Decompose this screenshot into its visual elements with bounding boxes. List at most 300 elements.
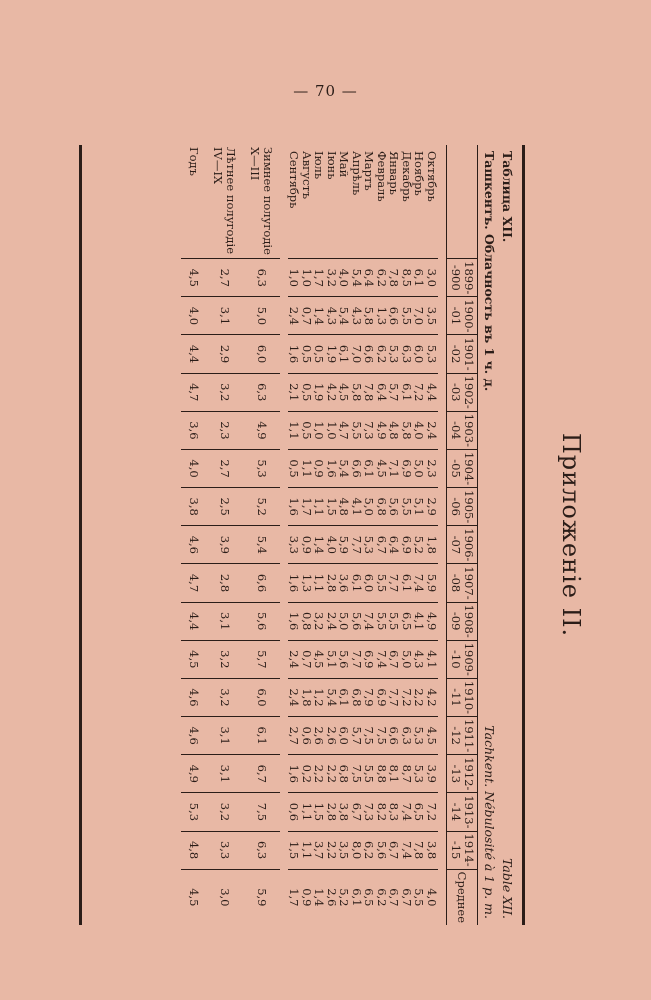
table-cell: 0,7: [301, 640, 314, 678]
table-cell: 3,1: [206, 602, 243, 640]
row-label: Октябрь: [425, 151, 439, 202]
table-cell: 1,7: [301, 488, 314, 526]
table-cell: 7,8: [413, 831, 426, 869]
winter-row: [243, 145, 280, 925]
table-cell: 7,3: [363, 411, 376, 449]
row-label: Ноябрь: [412, 151, 427, 196]
table-cell: 7,2: [426, 793, 439, 831]
row-label: Лѣтнее полугодіе IV—IX: [211, 147, 238, 254]
table-cell: 4,5: [182, 869, 207, 925]
table-cell: 7,5: [363, 717, 376, 755]
year-row: [182, 145, 207, 925]
table-cell: 3,2: [206, 640, 243, 678]
table-cell: 4,6: [182, 717, 207, 755]
table-cell: 7,4: [363, 602, 376, 640]
table-cell: 1,6: [288, 602, 301, 640]
month-row: [426, 145, 439, 925]
table-cell: 4,9: [182, 755, 207, 793]
table-cell: 2,4: [288, 297, 301, 335]
column-header: 1914- -15: [447, 831, 478, 869]
table-cell: 4,5: [313, 640, 326, 678]
table-cell: 1,1: [301, 449, 314, 487]
column-header: 1900- -01: [447, 297, 478, 335]
row-label: Іюнь: [325, 151, 339, 180]
table-cell: 3,3: [206, 831, 243, 869]
table-cell: 2,8: [326, 793, 339, 831]
table-cell: 5,3: [413, 717, 426, 755]
table-cell: 7,5: [376, 717, 389, 755]
table-cell: 5,5: [363, 755, 376, 793]
table-cell: 5,4: [351, 259, 364, 297]
table-cell: 4,0: [182, 449, 207, 487]
table-cell: 5,5: [351, 411, 364, 449]
table-header-ru: [480, 151, 516, 391]
table-cell: 3,6: [182, 411, 207, 449]
table-cell: 2,9: [206, 335, 243, 373]
table-cell: 5,0: [401, 640, 414, 678]
table-cell: 1,1: [313, 564, 326, 602]
table-cell: 3,2: [206, 678, 243, 716]
summer-row: [206, 145, 243, 925]
table-cell: 4,2: [326, 373, 339, 411]
table-cell: 1,7: [313, 259, 326, 297]
table-cell: 1,0: [301, 259, 314, 297]
table-cell: 5,1: [413, 488, 426, 526]
appendix-title: Приложеніе II.: [557, 432, 585, 638]
table-cell: 5,0: [338, 602, 351, 640]
table-cell: 5,1: [326, 640, 339, 678]
table-cell: 4,1: [413, 602, 426, 640]
table-cell: 5,0: [243, 297, 280, 335]
cloudiness-table: [182, 145, 479, 925]
table-cell: 2,5: [206, 488, 243, 526]
table-cell: 4,0: [338, 259, 351, 297]
table-cell: 7,8: [363, 373, 376, 411]
table-cell: 6,1: [338, 335, 351, 373]
table-cell: 2,9: [426, 488, 439, 526]
month-row: [326, 145, 339, 925]
table-cell: 5,5: [376, 564, 389, 602]
table-cell: 4,6: [182, 526, 207, 564]
table-cell: 4,0: [426, 869, 439, 925]
table-cell: 5,4: [326, 678, 339, 716]
column-header: Среднее: [447, 869, 478, 925]
table-cell: 5,8: [351, 373, 364, 411]
month-row: [376, 145, 389, 925]
table-cell: 3,2: [206, 373, 243, 411]
table-cell: 4,0: [326, 526, 339, 564]
table-cell: 6,7: [388, 640, 401, 678]
table-cell: 6,5: [413, 793, 426, 831]
table-cell: 3,9: [206, 526, 243, 564]
table-cell: 5,6: [351, 602, 364, 640]
table-cell: 4,0: [413, 411, 426, 449]
table-cell: 3,0: [426, 259, 439, 297]
table-cell: 5,0: [363, 488, 376, 526]
table-cell: 4,9: [243, 411, 280, 449]
table-cell: 0,8: [301, 602, 314, 640]
table-cell: 6,5: [363, 869, 376, 925]
table-cell: 7,5: [351, 755, 364, 793]
table-cell: 1,1: [301, 793, 314, 831]
table-cell: 6,9: [376, 678, 389, 716]
table-cell: 4,9: [376, 411, 389, 449]
table-cell: 4,8: [388, 411, 401, 449]
table-cell: 1,9: [313, 373, 326, 411]
table-cell: 7,9: [363, 678, 376, 716]
table-cell: 6,7: [243, 755, 280, 793]
month-row: [288, 145, 301, 925]
table-cell: 1,9: [326, 335, 339, 373]
table-cell: 1,0: [313, 411, 326, 449]
page-number: — 70 —: [293, 82, 358, 100]
table-cell: 5,5: [376, 602, 389, 640]
table-cell: 6,1: [338, 678, 351, 716]
table-cell: 5,3: [426, 335, 439, 373]
row-label: Май: [337, 151, 352, 178]
table-cell: 6,6: [363, 335, 376, 373]
table-cell: 4,7: [182, 373, 207, 411]
table-cell: 0,7: [301, 297, 314, 335]
table-cell: 0,5: [301, 373, 314, 411]
row-label: Февраль: [375, 151, 389, 202]
table-cell: 5,6: [388, 488, 401, 526]
table-cell: 1,3: [376, 297, 389, 335]
table-cell: 6,8: [351, 678, 364, 716]
table-cell: 7,8: [388, 259, 401, 297]
table-cell: 4,5: [426, 717, 439, 755]
table-cell: 6,2: [376, 259, 389, 297]
table-cell: 1,4: [313, 297, 326, 335]
table-cell: 7,7: [388, 678, 401, 716]
table-cell: 6,9: [401, 526, 414, 564]
table-cell: 6,6: [243, 564, 280, 602]
table-cell: 4,8: [338, 488, 351, 526]
column-header: 1909- -10: [447, 640, 478, 678]
table-cell: 2,6: [326, 869, 339, 925]
table-cell: 5,3: [388, 335, 401, 373]
table-cell: 5,2: [338, 869, 351, 925]
table-cell: 5,7: [388, 373, 401, 411]
table-cell: 6,9: [401, 449, 414, 487]
header-cell-label: [447, 145, 478, 259]
table-cell: 5,4: [243, 526, 280, 564]
column-header: 1906- -07: [447, 526, 478, 564]
table-cell: 6,3: [401, 717, 414, 755]
table-cell: 0,2: [301, 755, 314, 793]
row-label: Мартъ: [362, 151, 377, 191]
table-cell: 6,1: [363, 449, 376, 487]
table-cell: 6,0: [243, 678, 280, 716]
table-cell: 4,7: [182, 564, 207, 602]
data-table-frame: [79, 145, 525, 925]
table-cell: 5,5: [401, 488, 414, 526]
table-cell: 1,6: [288, 564, 301, 602]
table-cell: 3,2: [206, 793, 243, 831]
table-cell: 6,9: [363, 640, 376, 678]
table-cell: 5,2: [413, 526, 426, 564]
header-row: [447, 145, 478, 925]
table-cell: 5,3: [413, 755, 426, 793]
table-cell: 6,7: [388, 869, 401, 925]
rotated-content: [65, 145, 585, 925]
table-cell: 8,0: [351, 831, 364, 869]
table-cell: 6,0: [243, 335, 280, 373]
table-cell: 6,0: [413, 335, 426, 373]
table-cell: 4,8: [182, 831, 207, 869]
table-cell: 1,2: [313, 678, 326, 716]
table-label-en: Table XII.: [500, 858, 515, 919]
table-cell: 5,3: [243, 449, 280, 487]
table-cell: 7,3: [363, 793, 376, 831]
table-cell: 4,5: [182, 640, 207, 678]
table-cell: 6,0: [363, 564, 376, 602]
table-cell: 1,7: [288, 869, 301, 925]
table-cell: 1,0: [326, 411, 339, 449]
table-cell: 2,3: [426, 449, 439, 487]
table-body: [182, 145, 447, 925]
table-cell: 7,0: [413, 297, 426, 335]
table-cell: 0,5: [301, 335, 314, 373]
table-cell: 5,2: [243, 488, 280, 526]
column-header: 1902- -03: [447, 373, 478, 411]
table-cell: 2,4: [288, 640, 301, 678]
table-cell: 4,4: [182, 335, 207, 373]
column-header: 1903- -04: [447, 411, 478, 449]
table-cell: 2,2: [326, 831, 339, 869]
spacer-row: [438, 145, 447, 925]
table-cell: 8,8: [376, 755, 389, 793]
table-cell: 6,5: [401, 602, 414, 640]
table-cell: 6,3: [401, 335, 414, 373]
table-title-en: Tachkent. Nébulosité à 1 p. m.: [482, 725, 497, 919]
table-cell: 6,6: [388, 717, 401, 755]
table-cell: 6,7: [376, 526, 389, 564]
table-label-ru: Таблица XII.: [500, 151, 515, 243]
table-cell: 6,7: [401, 869, 414, 925]
table-cell: 4,3: [351, 297, 364, 335]
row-label: Зимнее полугодіе X—III: [248, 147, 275, 255]
table-cell: 7,4: [401, 793, 414, 831]
table-cell: 1,6: [288, 335, 301, 373]
table-cell: 3,6: [338, 564, 351, 602]
table-cell: 4,2: [426, 678, 439, 716]
table-cell: 3,5: [338, 831, 351, 869]
table-cell: 5,4: [338, 449, 351, 487]
row-label: Апрѣль: [350, 151, 364, 196]
table-cell: 2,8: [206, 564, 243, 602]
table-cell: 8,1: [388, 755, 401, 793]
row-label: Декабрь: [400, 151, 414, 202]
table-cell: 5,5: [401, 297, 414, 335]
table-cell: 6,1: [351, 564, 364, 602]
table-cell: 4,5: [182, 259, 207, 297]
table-cell: 2,4: [426, 411, 439, 449]
table-cell: 4,7: [338, 411, 351, 449]
table-cell: 1,1: [288, 411, 301, 449]
table-cell: 1,6: [326, 449, 339, 487]
table-cell: 1,5: [326, 488, 339, 526]
table-cell: 6,3: [243, 831, 280, 869]
column-header: 1901- -02: [447, 335, 478, 373]
table-header-en: [480, 725, 516, 919]
table-cell: 0,9: [301, 526, 314, 564]
table-cell: 8,5: [401, 259, 414, 297]
table-cell: 7,4: [376, 640, 389, 678]
table-cell: 7,7: [388, 564, 401, 602]
table-cell: 2,7: [206, 449, 243, 487]
table-cell: 6,6: [351, 449, 364, 487]
month-row: [351, 145, 364, 925]
table-cell: 3,1: [206, 717, 243, 755]
table-cell: 4,4: [182, 602, 207, 640]
table-cell: 1,1: [301, 831, 314, 869]
table-cell: 5,3: [182, 793, 207, 831]
table-cell: 4,1: [351, 488, 364, 526]
table-cell: 3,2: [313, 602, 326, 640]
month-row: [313, 145, 326, 925]
table-cell: 6,1: [351, 869, 364, 925]
table-cell: 4,0: [182, 297, 207, 335]
table-cell: 6,6: [388, 297, 401, 335]
column-header: 1899- -900: [447, 259, 478, 297]
table-cell: 2,1: [288, 373, 301, 411]
table-cell: 1,4: [313, 869, 326, 925]
table-cell: 5,6: [243, 602, 280, 640]
table-cell: 7,5: [243, 793, 280, 831]
table-cell: 6,1: [401, 373, 414, 411]
table-cell: 6,1: [413, 259, 426, 297]
column-header: 1907- -08: [447, 564, 478, 602]
month-row: [338, 145, 351, 925]
column-header: 1904- -05: [447, 449, 478, 487]
table-cell: 5,7: [243, 640, 280, 678]
table-cell: 7,4: [401, 831, 414, 869]
table-cell: 2,6: [326, 717, 339, 755]
month-row: [401, 145, 414, 925]
table-cell: 7,4: [413, 564, 426, 602]
table-cell: 3,0: [206, 869, 243, 925]
table-cell: 6,1: [401, 564, 414, 602]
table-cell: 5,9: [243, 869, 280, 925]
table-cell: 6,1: [243, 717, 280, 755]
row-label: Августъ: [300, 151, 314, 200]
table-cell: 6,3: [243, 373, 280, 411]
table-cell: 0,6: [288, 793, 301, 831]
table-cell: 5,4: [338, 297, 351, 335]
row-label: Сентябрь: [287, 151, 302, 209]
table-cell: 0,9: [301, 869, 314, 925]
table-cell: 1,8: [301, 678, 314, 716]
table-cell: 3,8: [426, 831, 439, 869]
table-cell: 0,5: [313, 335, 326, 373]
table-cell: 2,8: [326, 564, 339, 602]
table-cell: 5,0: [413, 449, 426, 487]
column-header: 1913- -14: [447, 793, 478, 831]
table-cell: 1,8: [426, 526, 439, 564]
table-cell: 3,7: [313, 831, 326, 869]
table-cell: 1,1: [313, 488, 326, 526]
table-cell: 2,2: [313, 755, 326, 793]
table-cell: 0,5: [288, 449, 301, 487]
table-cell: 1,0: [288, 259, 301, 297]
row-label: Январь: [387, 151, 402, 195]
table-cell: 6,3: [243, 259, 280, 297]
month-row: [301, 145, 314, 925]
table-cell: 3,8: [338, 793, 351, 831]
table-cell: 1,3: [301, 564, 314, 602]
table-cell: 6,2: [376, 335, 389, 373]
table-cell: 6,8: [338, 755, 351, 793]
table-cell: 0,6: [301, 717, 314, 755]
table-cell: 4,5: [338, 373, 351, 411]
table-cell: 6,2: [376, 869, 389, 925]
table-cell: 5,3: [363, 526, 376, 564]
table-cell: 4,3: [413, 640, 426, 678]
table-cell: 4,9: [426, 602, 439, 640]
table-cell: 1,5: [313, 793, 326, 831]
table-cell: 6,4: [363, 259, 376, 297]
table-title-ru: Ташкентъ. Облачность въ 1 ч. д.: [482, 151, 497, 392]
table-cell: 7,7: [351, 526, 364, 564]
table-cell: 7,1: [388, 449, 401, 487]
table-cell: 5,7: [351, 717, 364, 755]
table-cell: 4,6: [182, 678, 207, 716]
table-cell: 6,2: [363, 831, 376, 869]
table-cell: 4,4: [426, 373, 439, 411]
table-cell: 0,9: [313, 449, 326, 487]
column-header: 1905- -06: [447, 488, 478, 526]
table-cell: 2,7: [288, 717, 301, 755]
table-cell: 6,8: [376, 488, 389, 526]
month-row: [388, 145, 401, 925]
table-cell: 2,4: [326, 602, 339, 640]
table-cell: 2,2: [326, 755, 339, 793]
table-cell: 5,5: [388, 602, 401, 640]
table-cell: 1,6: [288, 755, 301, 793]
table-cell: 6,4: [388, 526, 401, 564]
column-header: 1911- -12: [447, 717, 478, 755]
table-cell: 5,8: [363, 297, 376, 335]
table-cell: 5,9: [426, 564, 439, 602]
table-cell: 3,2: [326, 259, 339, 297]
column-header: 1910- -11: [447, 678, 478, 716]
table-cell: 5,9: [338, 526, 351, 564]
table-cell: 4,3: [326, 297, 339, 335]
column-header: 1908- -09: [447, 602, 478, 640]
table-cell: 3,3: [288, 526, 301, 564]
table-cell: 2,4: [288, 678, 301, 716]
table-cell: 1,6: [288, 488, 301, 526]
table-cell: 6,7: [388, 831, 401, 869]
table-cell: 8,2: [376, 793, 389, 831]
table-cell: 2,6: [313, 717, 326, 755]
table-cell: 3,8: [182, 488, 207, 526]
table-cell: 6,7: [351, 793, 364, 831]
table-cell: 3,9: [426, 755, 439, 793]
row-label: Іюль: [312, 151, 327, 180]
table-cell: 6,4: [376, 373, 389, 411]
month-row: [363, 145, 376, 925]
table-cell: 5,5: [413, 869, 426, 925]
table-cell: 5,6: [376, 831, 389, 869]
table-cell: 2,2: [413, 678, 426, 716]
table-cell: 5,6: [338, 640, 351, 678]
table-cell: 4,1: [426, 640, 439, 678]
table-cell: 7,2: [401, 678, 414, 716]
table-cell: 3,1: [206, 297, 243, 335]
table-cell: 6,0: [338, 717, 351, 755]
